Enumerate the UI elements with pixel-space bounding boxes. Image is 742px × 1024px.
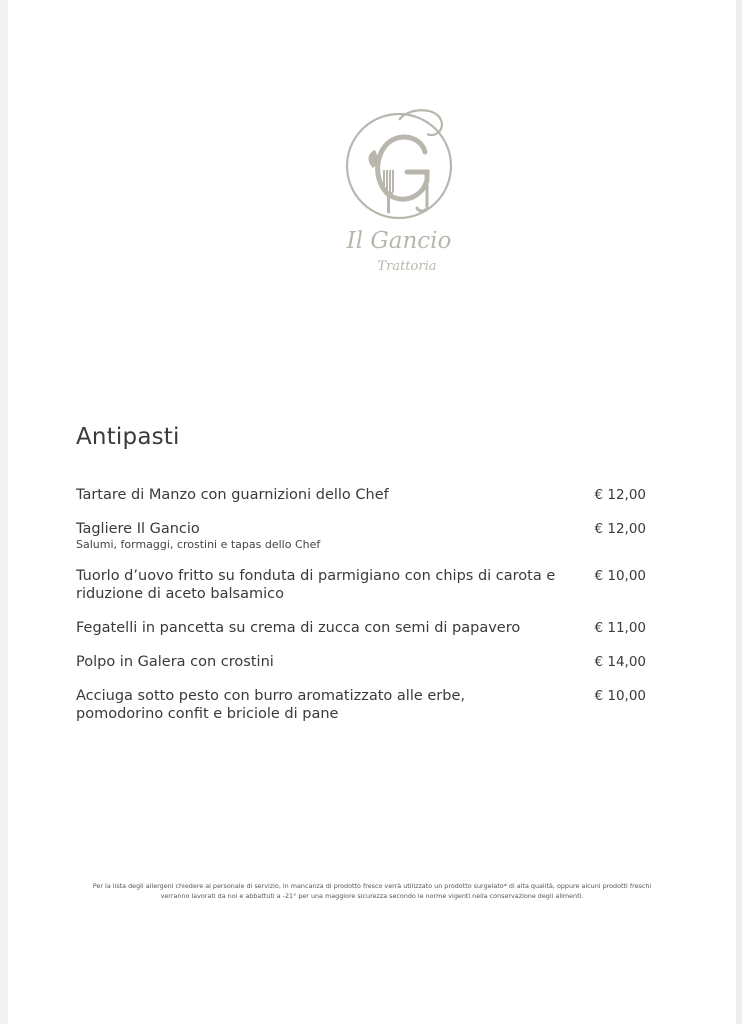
scrollbar[interactable] xyxy=(736,0,742,1024)
item-price: € 10,00 xyxy=(594,568,646,584)
item-name: Fegatelli in pancetta su crema di zucca con semi di papavero xyxy=(76,620,521,636)
item-price: € 12,00 xyxy=(594,521,646,537)
logo-subtitle: Trattoria xyxy=(377,259,437,274)
item-price: € 14,00 xyxy=(594,654,646,670)
logo-name: Il Gancio xyxy=(346,228,452,254)
item-price: € 12,00 xyxy=(594,487,646,503)
item-description: Salumi, formaggi, crostini e tapas dello Chef xyxy=(76,538,321,551)
item-name: Tagliere Il Gancio xyxy=(76,521,200,537)
section-title: Antipasti xyxy=(76,424,180,450)
menu-page xyxy=(8,0,736,1024)
item-price: € 10,00 xyxy=(594,688,646,704)
item-name: Tuorlo d’uovo fritto su fonduta di parmigiano con chips di carota e riduzione di aceto balsamico xyxy=(76,568,556,602)
item-name: Acciuga sotto pesto con burro aromatizzato alle erbe, pomodorino confit e briciole di pane xyxy=(76,688,466,722)
item-name: Tartare di Manzo con guarnizioni dello Chef xyxy=(76,487,389,503)
logo-emblem-icon xyxy=(343,108,468,278)
allergen-footnote: Per la lista degli allergeni chiedere al personale di servizio, in mancanza di prodotto fresco verrà utilizzato un prodotto surgelato* di alta qualità, oppure alcuni prodotti freschi verranno lavorati da noi e abbattuti a -21° per una maggiore sicurezza secondo le norme vigenti nella conservazione degli alimenti. xyxy=(92,882,652,900)
item-name: Polpo in Galera con crostini xyxy=(76,654,274,670)
restaurant-logo xyxy=(343,108,468,278)
item-price: € 11,00 xyxy=(594,620,646,636)
